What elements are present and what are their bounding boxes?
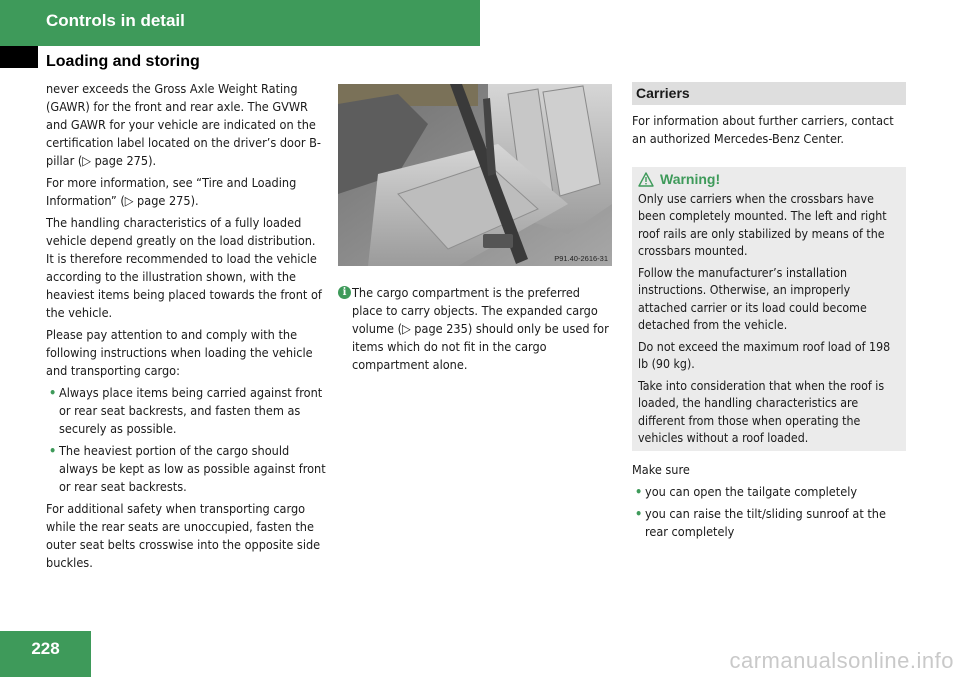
make-sure-label: Make sure (632, 462, 690, 477)
warning-triangle-icon (638, 172, 654, 187)
chapter-header-bar (0, 0, 480, 46)
info-note (338, 284, 614, 374)
bullet-icon: • (49, 443, 57, 458)
warning-title (638, 171, 900, 189)
bullet-icon: • (635, 506, 643, 521)
list-item (46, 442, 326, 496)
warning-paragraph: Only use carriers when the crossbars have been completely mounted. The left and right roof rails are only stabilized by means of the crossbars mounted. (638, 191, 887, 258)
photo-reference-code: P91.40-2616-31 (554, 254, 608, 263)
warning-paragraph: Do not exceed the maximum roof load of 198 lb (90 kg). (638, 339, 891, 371)
carriers-intro-block (632, 112, 908, 152)
cargo-seat-photo (338, 84, 612, 266)
bullet-icon: • (49, 385, 57, 400)
section-title: Loading and storing (46, 53, 200, 70)
paragraph-tire-info: For more information, see “Tire and Loading Information” (▷ page 275). (46, 175, 297, 208)
bullet-icon: • (635, 484, 643, 499)
section-marker (0, 46, 38, 68)
warning-paragraph: Take into consideration that when the roof is loaded, the handling characteristics are different from those when operating the vehicles without a roof loaded. (638, 378, 885, 445)
chapter-title: Controls in detail (46, 11, 185, 30)
info-note-text: The cargo compartment is the preferred place to carry objects. The expanded cargo volume (▷ page 235) should only be used for items which do not fit in the cargo compartment alone. (352, 285, 609, 372)
list-item (46, 384, 326, 438)
info-icon: i (338, 286, 351, 299)
left-column (46, 80, 326, 576)
carriers-intro: For information about further carriers, contact an authorized Mercedes-Benz Center. (632, 113, 894, 146)
list-item-text: you can open the tailgate completely (645, 484, 858, 499)
list-item-text: Always place items being carried against front or rear seat backrests, and fasten them as securely as possible. (59, 385, 323, 436)
list-item-text: The heaviest portion of the cargo should always be kept as low as possible against front or rear seat backrests. (59, 443, 326, 494)
make-sure-block (632, 461, 908, 545)
carriers-heading-text: Carriers (636, 85, 690, 101)
page-number-box (0, 631, 91, 677)
carriers-heading (632, 82, 906, 105)
warning-title-text: Warning! (660, 171, 721, 187)
list-item (632, 505, 908, 541)
paragraph-handling: The handling characteristics of a fully loaded vehicle depend greatly on the load distribution. It is therefore recommended to load the vehicle according to the illustration shown, with the heaviest items being placed towards the front of the vehicle. (46, 215, 322, 320)
list-item (632, 483, 908, 501)
list-item-text: you can raise the tilt/sliding sunroof at the rear completely (645, 506, 886, 539)
paragraph-gawr: never exceeds the Gross Axle Weight Rating (GAWR) for the front and rear axle. The GVWR and GAWR for your vehicle are indicated on the certification label located on the driver’s door B-pillar (▷ page 275). (46, 81, 322, 168)
warning-paragraph: Follow the manufacturer’s installation instructions. Otherwise, an improperly attached carrier or its load could become detached from the vehicle. (638, 265, 867, 332)
watermark: carmanualsonline.info (729, 648, 954, 673)
seat-illustration (338, 84, 612, 266)
paragraph-instructions: Please pay attention to and comply with the following instructions when loading the vehicle and transporting cargo: (46, 327, 313, 378)
page-number: 228 (31, 639, 60, 658)
paragraph-seat-belts: For additional safety when transporting cargo while the rear seats are unoccupied, fasten the outer seat belts crosswise into the opposite side buckles. (46, 501, 321, 570)
warning-box (632, 167, 906, 451)
